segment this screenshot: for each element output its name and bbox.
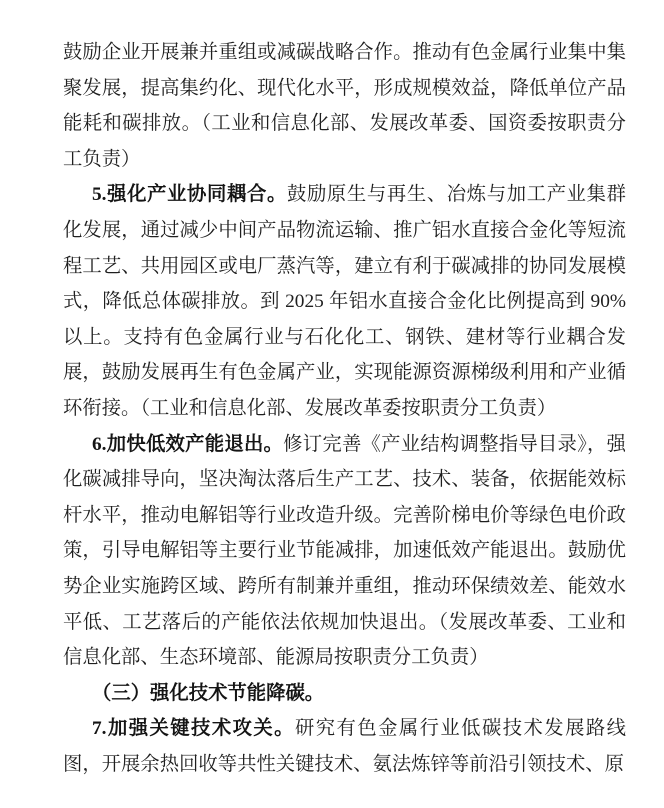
responsibility-note: （工业和信息化部、发展改革委、国资委按职责分工负责） [63, 113, 626, 170]
paragraph-item-6 [63, 427, 626, 676]
item-7-heading: 7.加强关键技术攻关。 [92, 718, 295, 740]
paragraph-section-3 [63, 676, 626, 712]
body-text-run: 鼓励原生与再生、冶炼与加工产业集群化发展，通过减少中间产品物流运输、推广铝水直接合金化等短流程工艺、共用园区或电厂蒸汽等，建立有利于碳减排的协同发展模式，降低总体碳排放。到 2025 年铝水直接合金化比例提高到 90%以上。支持有色金属行业与石化化工、钢铁、建材等行业耦合发展，鼓励发展再生有色金属产业，实现能源资源梯级利用和产业循环衔接。 [63, 184, 626, 419]
paragraph-item-5 [63, 177, 626, 426]
responsibility-note: （发展改革委、工业和信息化部、生态环境部、能源局按职责分工负责） [63, 611, 626, 669]
item-6-heading: 6.加快低效产能退出。 [92, 433, 284, 455]
paragraph-item-7 [63, 711, 626, 782]
body-text-run: 鼓励企业开展兼并重组或减碳战略合作。推动有色金属行业集中集聚发展，提高集约化、现代化水平，形成规模效益，降低单位产品能耗和碳排放。 [63, 42, 626, 135]
section-3-heading: （三）强化技术节能降碳。 [92, 682, 325, 704]
body-text-run: 研究有色金属行业低碳技术发展路线图，开展余热回收等共性关键技术、氨法炼锌等前沿引领技术、原 [63, 718, 626, 775]
item-5-heading: 5.强化产业协同耦合。 [92, 184, 287, 206]
body-text-run: 修订完善《产业结构调整指导目录》，强化碳减排导向，坚决淘汰落后生产工艺、技术、装备，依据能效标杆水平，推动电解铝等行业改造升级。完善阶梯电价等绿色电价政策，引导电解铝等主要行业节能减排，加速低效产能退出。鼓励优势企业实施跨区域、跨所有制兼并重组，推动环保绩效差、能效水平低、工艺落后的产能依法依规加快退出。 [63, 433, 626, 633]
responsibility-note: （工业和信息化部、发展改革委按职责分工负责） [140, 397, 557, 419]
paragraph-continuation [63, 35, 626, 177]
